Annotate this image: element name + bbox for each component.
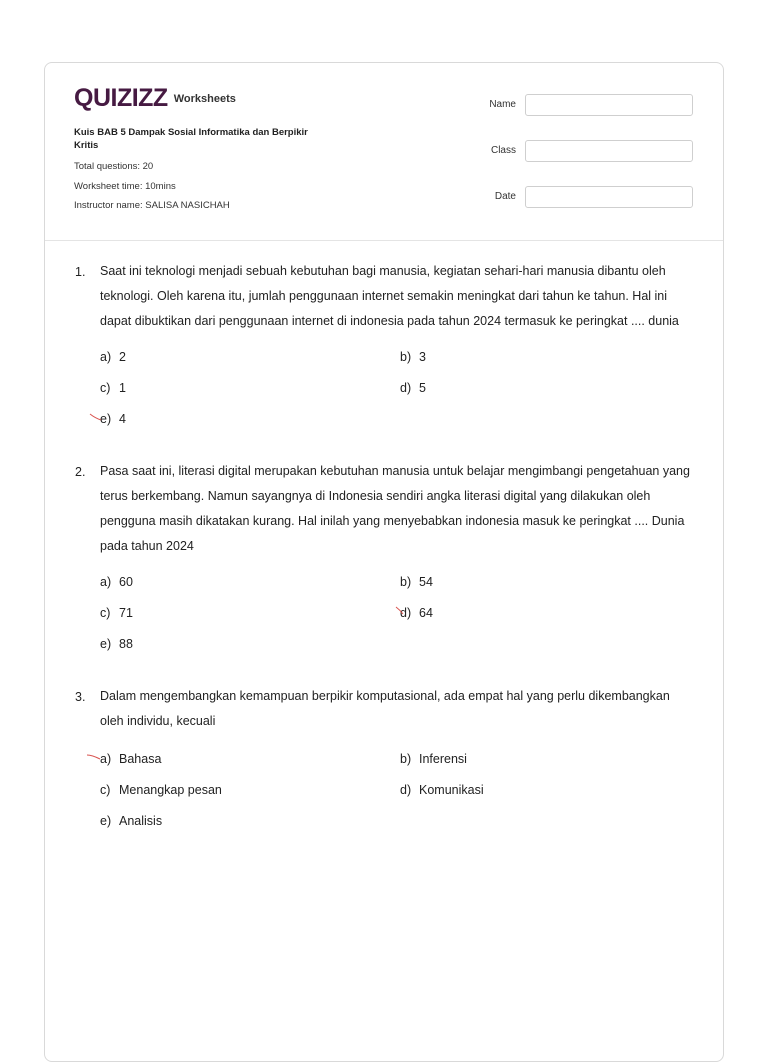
option-text: 88 xyxy=(119,637,133,651)
option-text: Bahasa xyxy=(119,752,162,766)
instructor-name: Instructor name: SALISA NASICHAH xyxy=(74,200,230,211)
option-text: Analisis xyxy=(119,814,163,828)
option-b[interactable] xyxy=(400,752,467,766)
option-d[interactable] xyxy=(400,381,426,395)
answer-mark-icon xyxy=(89,412,103,422)
option-letter: e) xyxy=(100,814,112,828)
worksheet-header xyxy=(45,63,723,241)
option-letter: d) xyxy=(400,606,412,620)
worksheet-page xyxy=(44,62,724,1062)
option-letter: c) xyxy=(100,381,111,395)
option-text: 60 xyxy=(119,575,133,589)
option-letter: c) xyxy=(100,606,111,620)
question-number: 2. xyxy=(75,465,86,479)
option-c[interactable] xyxy=(100,381,126,395)
option-text: 71 xyxy=(119,606,133,620)
option-b[interactable] xyxy=(400,350,426,364)
option-letter: a) xyxy=(100,575,112,589)
question-text: Pasa saat ini, literasi digital merupakan kebutuhan manusia untuk belajar mengimbangi pengetahuan yang terus berkembang. Namun sayangnya di Indonesia sendiri angka literasi digital yang dilakukan oleh pengguna masih dikatakan kurang. Hal inilah yang menyebabkan indonesia masuk ke peringkat .... Dunia pada tahun 2024 xyxy=(100,464,690,553)
brand-name: QUIZIZZ xyxy=(74,84,168,112)
option-e[interactable] xyxy=(100,637,133,651)
option-a[interactable] xyxy=(100,752,161,766)
option-a[interactable] xyxy=(100,350,126,364)
class-field[interactable] xyxy=(525,140,693,162)
worksheet-title: Kuis BAB 5 Dampak Sosial Informatika dan Berpikir Kritis xyxy=(74,127,308,151)
option-text: Menangkap pesan xyxy=(119,783,222,797)
option-text: 2 xyxy=(119,350,126,364)
option-letter: e) xyxy=(100,637,112,651)
question-number: 3. xyxy=(75,690,86,704)
option-text: 5 xyxy=(419,381,426,395)
name-label: Name xyxy=(489,99,516,110)
option-b[interactable] xyxy=(400,575,433,589)
quizizz-logo xyxy=(74,85,236,111)
option-text: 64 xyxy=(419,606,433,620)
option-e[interactable] xyxy=(100,814,162,828)
option-text: 1 xyxy=(119,381,126,395)
option-text: Inferensi xyxy=(419,752,467,766)
option-text: 4 xyxy=(119,412,126,426)
option-letter: d) xyxy=(400,783,412,797)
brand-subtitle: Worksheets xyxy=(173,93,236,105)
option-letter: b) xyxy=(400,752,412,766)
option-letter: b) xyxy=(400,350,412,364)
option-letter: a) xyxy=(100,752,112,766)
answer-mark-icon xyxy=(395,605,409,615)
class-label: Class xyxy=(490,145,516,156)
option-a[interactable] xyxy=(100,575,133,589)
name-field[interactable] xyxy=(525,94,693,116)
option-letter: c) xyxy=(100,783,111,797)
option-letter: e) xyxy=(100,412,112,426)
question-text: Saat ini teknologi menjadi sebuah kebutuhan bagi manusia, kegiatan sehari-hari manusia dibantu oleh teknologi. Oleh karena itu, jumlah penggunaan internet semakin meningkat dari tahun ke tahun. Hal ini dapat dibuktikan dari penggunaan internet di indonesia pada tahun 2024 termasuk ke peringkat .... dunia xyxy=(100,264,679,328)
option-c[interactable] xyxy=(100,783,222,797)
option-text: 3 xyxy=(419,350,426,364)
option-text: 54 xyxy=(419,575,433,589)
option-e[interactable] xyxy=(100,412,126,426)
option-c[interactable] xyxy=(100,606,133,620)
question-number: 1. xyxy=(75,265,86,279)
answer-mark-icon xyxy=(87,752,101,762)
worksheet-time: Worksheet time: 10mins xyxy=(74,181,176,192)
option-letter: d) xyxy=(400,381,412,395)
date-field[interactable] xyxy=(525,186,693,208)
question-text: Dalam mengembangkan kemampuan berpikir komputasional, ada empat hal yang perlu dikembangkan oleh individu, kecuali xyxy=(100,689,670,728)
total-questions: Total questions: 20 xyxy=(74,161,154,172)
date-label: Date xyxy=(494,191,516,202)
option-d[interactable] xyxy=(400,783,484,797)
option-letter: a) xyxy=(100,350,112,364)
option-letter: b) xyxy=(400,575,412,589)
option-text: Komunikasi xyxy=(419,783,484,797)
